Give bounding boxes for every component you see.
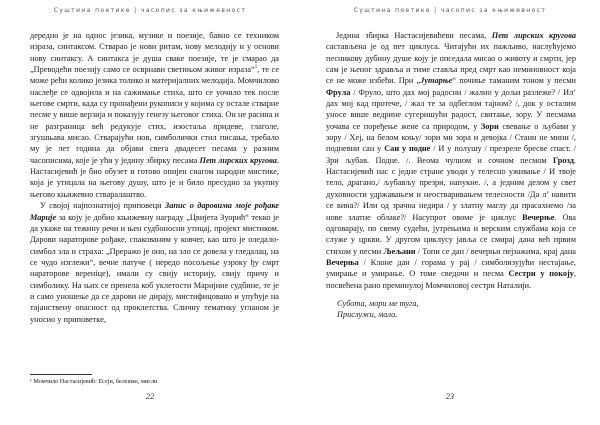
emphasized-title: Сестри у покоју xyxy=(508,269,574,279)
text-run: / Фрулo, што дах мој радосни / жалио у дољи разлеже? / Ил’ дах мој кад протече, / жал те за одбеглом тајном? /, док у осталим уносе више ведрине сугеришући радост, свитање, зору. У песмама уочава се поређење жене са природом, у xyxy=(326,87,576,131)
running-header: Суштина поетике | часопис за књижевност xyxy=(353,7,547,14)
text-run: дередно је на однос језика, музике и поезије, бавно се техником израза, синтаксом. Стварао је нови ритам, нову мелодију и у основи нову синтаксу. А синтакса је душа сваке поезије, те је смарао да „Преводећи поезију само се осврнави светињом живог израза“ xyxy=(30,31,279,75)
footnote-number: ¹ xyxy=(30,378,34,385)
emphasized-title: Пет лирских кругова xyxy=(491,31,576,40)
footnote xyxy=(30,378,280,386)
text-run: . Настасијевић је био обузет и готово опијен снагом народне мистике, која је утицала на његову душу, што је и било пресудно за укупну његово књижевно стваралаштво. xyxy=(30,155,279,199)
footnote-divider xyxy=(30,374,92,375)
body-text xyxy=(30,30,279,325)
emphasized-title: Сан у подне xyxy=(384,144,431,154)
footnote-text: Момчило Настасијевић: Есеји, белешке, мисли xyxy=(33,378,158,385)
verse-quote xyxy=(326,298,576,321)
text-run: / Топи се дан / вечерњи пејзажима, крај дана xyxy=(415,246,576,256)
footnote-ref: 1 xyxy=(254,65,258,71)
page-number: 22 xyxy=(146,392,154,401)
emphasized-title: Фрула xyxy=(326,87,351,97)
paragraph xyxy=(326,30,576,291)
emphasized-title: Пет лирских кругова xyxy=(199,155,277,165)
emphasized-title: Вечерње xyxy=(522,212,555,222)
text-run: . Настасијевић нас с једне стране уводи у телесно уживање / И твоје тело, драгано,/ љубављу презри, напукне. /, а једним делом у свет духовности удржавањем и неостваривањем телесности /Да л’ навити се вина?/ Или од зрачна недира / у златну маглу да прасахнемо /за нове златне облаке?/ Насупрот овоме је циклус xyxy=(326,155,576,222)
emphasized-title: Јутарње xyxy=(420,76,453,86)
emphasized-title: Вечерња xyxy=(326,257,359,267)
body-text xyxy=(326,30,576,321)
right-page xyxy=(300,0,600,425)
text-run: . Ова одговарају, по свему судећи, јутрењима и верским службама која се служе у цркви. У другом циклусу јавља се смирај дана већ првим стихом у песми xyxy=(326,212,576,256)
text-run: / Клоне дан / горама у рај / симболизујући нестајање, умирање и умирање. О томе сведочи и песма xyxy=(326,257,576,279)
text-run: за коју је добио књижевну награду „Цвијета Зуорић“ текко је да укаже на тежину речи и њен судбоносни утицај, пројект мистиком. Дарови нараторове рођаке, спакованим у ковчег, као што је оледало-симбол зла и страха: „Преражо је оно, на зло се довела у гледалац, на се чудо изглежи“, вечне патуче ( нередо посољење узроку ђу смрт нараторове вереніце), имали су свију историју, свију причу и симболику. На њих се пренела коб уклетости Маријине судбине, те је и само уношење да се дарови не дирају, мистифицовано и упућује на тајанствену опасност од проклетства. Сличну тематику угланом је уносио у приповетке, xyxy=(30,212,279,324)
emphasized-title: Љељани xyxy=(383,246,416,256)
emphasized-title: Грозд xyxy=(553,155,574,165)
text-run: састављена је од пет циклуса. Читајући их пажљиво, наслућујемо песникову дубину душе коју је опседала мисао о животу и смрти, јер сам је њеног здравља и тиме ставља пред смрт као неминовност која се не може избећи. При „ xyxy=(326,42,576,86)
page-number: 23 xyxy=(446,392,454,401)
text-run: , те се може рећи колико језика толико и материјалних мелодија. Момчилово наслеђе се одвојила и на сажимање стиха, што се уочило тек после његове смрти, када су пронађени рукописи у којима су остале стварне песме у више верзија и показују генезу његовог стиха. Он не расина и не разграница већ редукује стих, изостаља придеве, глаголе, згушњава мисао. Стварајући нов, симболички стил писања, требало му је лет година да објави свега двадесет песама у разним часописима, које је ући у једину збирку песама xyxy=(30,65,280,165)
text-run: свевање о љубави у зору / Хеј, на белом коњу/ зори ми зора и девојка / Стани не мини /, подневни сан у xyxy=(326,121,576,154)
running-header: Суштина поетике | часопис за књижевност xyxy=(53,7,247,14)
text-run: “ почиње таманим тоном у песми xyxy=(452,76,576,86)
verse-line: Субота, мори ме туга, xyxy=(337,298,419,308)
text-run: , посвећена рано преминулој Момчиловој сестри Наталији. xyxy=(326,269,576,290)
paragraph xyxy=(30,200,279,325)
text-run: У својој најпознатијој приповеци xyxy=(40,201,166,211)
paragraph xyxy=(30,30,279,200)
emphasized-title: Запис о даровима моје рођаке Марије xyxy=(30,201,280,222)
text-run: / И у полушу / презреле бресве спаст. / Зри љубав. Подне. /. Веома чулном и сочном песмом xyxy=(326,144,576,165)
emphasized-title: Зори xyxy=(480,121,499,131)
verse-line: Прислужи, мало. xyxy=(337,310,398,320)
text-run: Једина збирка Настасијевићеви песама, xyxy=(336,31,492,40)
